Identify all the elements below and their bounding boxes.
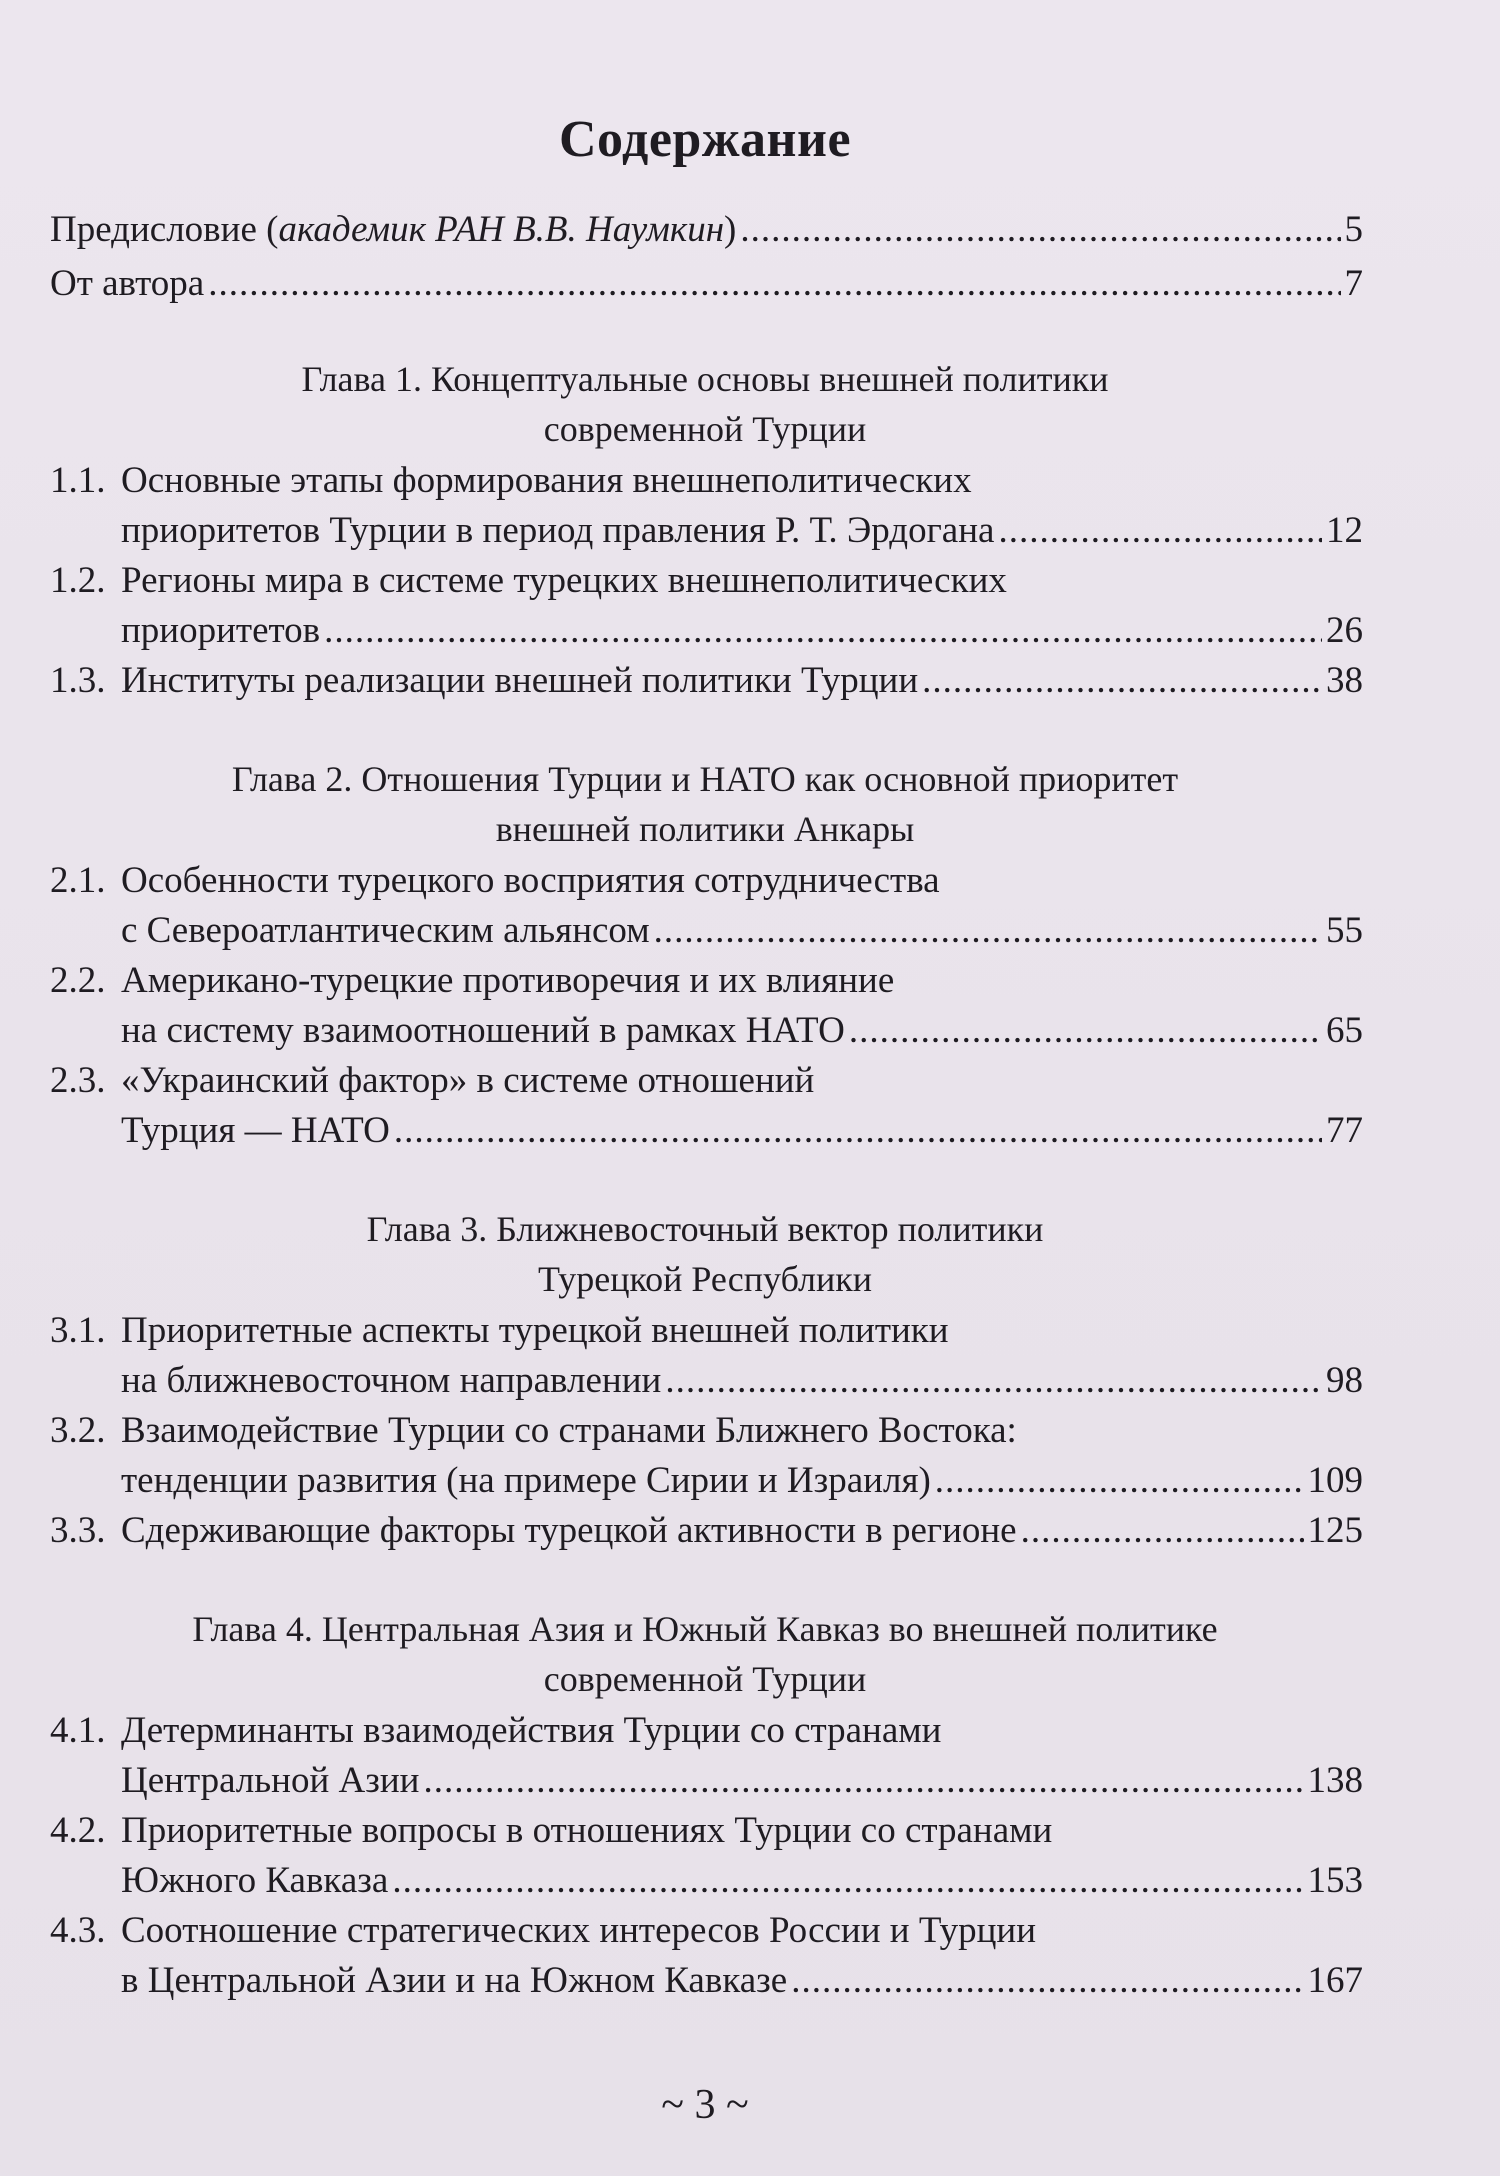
toc-entry-label: Приоритетные аспекты турецкой внешней политики [121,1310,949,1351]
page-number: 167 [1307,1960,1363,2001]
page-number: 65 [1326,1010,1363,1051]
toc-entry-label: тенденции развития (на примере Сирии и Израиля) [121,1460,931,1501]
section-number: 4.2. [50,1810,106,1851]
toc-entry-4-1 [121,1756,1363,1806]
toc-entry-preface [50,205,1363,255]
toc-entry-2-1 [121,906,1363,956]
toc-entry-first-line [50,1306,949,1356]
page-number: 125 [1307,1510,1363,1551]
toc-entry-label: «Украинский фактор» в системе отношений [121,1060,815,1101]
toc-entry-1-1 [121,506,1363,556]
chapter-heading: Глава 3. Ближневосточный вектор политики [366,1209,1044,1249]
toc-entry-label: От автора [50,263,205,304]
toc-entry-label: 1.3. Институты реализации внешней политики Турции [50,656,918,706]
toc-entry-3-3 [50,1506,1363,1556]
page-title: Содержание [558,111,852,168]
toc-entry-label: Турция — НАТО [121,1110,390,1151]
dot-leader [1021,1506,1304,1556]
page-number: 5 [1344,209,1363,250]
toc-entry-2-2 [121,1006,1363,1056]
toc-entry-label: с Североатлантическим альянсом [121,910,650,951]
toc-entry-label: Регионы мира в системе турецких внешнеполитических [121,560,1007,601]
toc-entry-label: Основные этапы формирования внешнеполитических [121,460,972,501]
dot-leader [740,205,1340,255]
section-number: 1.3. [50,660,106,701]
toc-entry-3-1 [121,1356,1363,1406]
dot-leader [998,506,1322,556]
section-number: 2.3. [50,1060,106,1101]
toc-entry-label: Американо-турецкие противоречия и их влияние [121,960,895,1001]
page-number: 7 [1344,263,1363,304]
section-number: 1.1. [50,460,106,501]
page-number: 26 [1326,610,1363,651]
toc-entry-first-line [50,1056,814,1106]
toc-entry-label: Приоритетные вопросы в отношениях Турции со странами [121,1810,1053,1851]
toc-entry-label: Южного Кавказа [121,1860,389,1901]
toc-entry-first-line [50,556,1007,606]
section-number: 2.1. [50,860,106,901]
toc-entry-label: на ближневосточном направлении [121,1360,662,1401]
chapter-heading: современной Турции [543,1659,867,1699]
dot-leader [324,606,1322,656]
dot-leader [392,1856,1303,1906]
toc-entry-label: Соотношение стратегических интересов России и Турции [121,1910,1036,1951]
section-number: 3.1. [50,1310,106,1351]
toc-entry-2-3 [121,1106,1363,1156]
toc-entry-1-3 [50,656,1363,706]
preface-author: академик РАН В.В. Наумкин [278,209,725,250]
page-number: 38 [1326,660,1363,701]
dot-leader [791,1956,1303,2006]
toc-entry-label: Взаимодействие Турции со странами Ближнего Востока: [121,1410,1017,1451]
dot-leader [394,1106,1322,1156]
section-number: 3.3. [50,1510,106,1551]
page-number: 153 [1307,1860,1363,1901]
page-number: 12 [1326,510,1363,551]
page-number: 109 [1307,1460,1363,1501]
toc-entry-label: Предисловие (академик РАН В.В. Наумкин) [50,209,737,250]
toc-entry-label: Особенности турецкого восприятия сотрудничества [121,860,940,901]
dot-leader [665,1356,1322,1406]
chapter-heading: современной Турции [543,409,867,449]
section-number: 1.2. [50,560,106,601]
page-number: 98 [1326,1360,1363,1401]
toc-entry-4-3 [121,1956,1363,2006]
toc-entry-3-2 [121,1456,1363,1506]
chapter-heading: внешней политики Анкары [495,809,915,849]
dot-leader [922,656,1322,706]
toc-entry-1-2 [121,606,1363,656]
dot-leader [849,1006,1322,1056]
section-number: 3.2. [50,1410,106,1451]
toc-entry-label: в Центральной Азии и на Южном Кавказе [121,1960,788,2001]
page-number: 77 [1326,1110,1363,1151]
toc-entry-first-line [50,856,940,906]
toc-entry-first-line [50,1906,1036,1956]
toc-entry-from-author [50,259,1363,309]
page-number: 138 [1307,1760,1363,1801]
toc-entry-label: 3.3. Сдерживающие факторы турецкой активности в регионе [50,1506,1017,1556]
section-number: 2.2. [50,960,106,1001]
chapter-heading: Глава 4. Центральная Азия и Южный Кавказ во внешней политике [192,1609,1218,1649]
toc-entry-label: приоритетов [121,610,321,651]
toc-entry-label: Детерминанты взаимодействия Турции со странами [121,1710,942,1751]
dot-leader [935,1456,1304,1506]
toc-entry-first-line [50,1806,1052,1856]
page-number: 55 [1326,910,1363,951]
section-number: 4.3. [50,1910,106,1951]
toc-entry-label: Центральной Азии [121,1760,420,1801]
page-folio: ~ 3 ~ [661,2082,749,2128]
toc-entry-label: на систему взаимоотношений в рамках НАТО [121,1010,845,1051]
dot-leader [654,906,1322,956]
toc-entry-4-2 [121,1856,1363,1906]
chapter-heading: Глава 1. Концептуальные основы внешней политики [301,359,1109,399]
section-number: 4.1. [50,1710,106,1751]
chapter-heading: Глава 2. Отношения Турции и НАТО как основной приоритет [231,759,1179,799]
toc-entry-label: приоритетов Турции в период правления Р. Т. Эрдогана [121,510,995,551]
toc-entry-first-line [50,1406,1017,1456]
dot-leader [208,259,1340,309]
toc-entry-first-line [50,456,972,506]
toc-entry-first-line [50,956,894,1006]
toc-entry-first-line [50,1706,942,1756]
dot-leader [423,1756,1303,1806]
chapter-heading: Турецкой Республики [538,1259,872,1299]
